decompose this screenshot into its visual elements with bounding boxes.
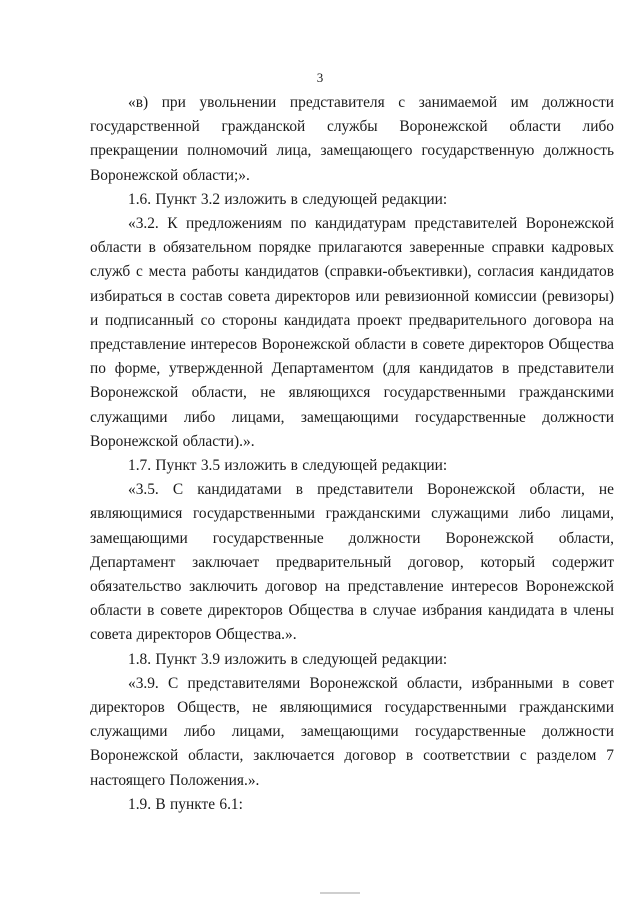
paragraph-3-2-text: «3.2. К предложениям по кандидатурам представителей Воронежской области в обязательном порядке прилагаются заверенные справки кадровых служб с места работы кандидатов (справки-объективки), согласия кандидатов избираться в состав совета директоров или ревизионной комиссии (ревизоры) и подписанный со стороны кандидата проект предварительного договора на представление интересов Воронежской области в совете директоров Общества по форме, утвержденной Департаментом (для кандидатов в представители Воронежской области, не являющихся государственными гражданскими служащими либо лицами, замещающими государственные должности Воронежской области).». (90, 215, 614, 450)
paragraph-1-8-heading: 1.8. Пункт 3.9 изложить в следующей редакции: (128, 650, 448, 668)
paragraph-3-5-text: «3.5. С кандидатами в представители Воронежской области, не являющимися государственными гражданскими служащими либо лицами, замещающими государственные должности Воронежской области, Департамент заключает предварительный договор, который содержит обязательство заключить договор на представление интересов Воронежской области в совете директоров Общества в случае избрания кандидата в члены совета директоров Общества.». (90, 481, 614, 644)
scan-edge-mark (320, 892, 360, 894)
paragraph-1-7-heading: 1.7. Пункт 3.5 изложить в следующей редакции: (128, 457, 448, 475)
paragraph-subitem-v: «в) при увольнении представителя с занимаемой им должности государственной гражданской службы Воронежской области либо прекращении полномочий лица, замещающего государственную должность Воронежской области;». (90, 94, 614, 184)
paragraph-1-9-heading: 1.9. В пункте 6.1: (128, 795, 243, 813)
page-number: 3 (316, 70, 324, 85)
paragraph-1-6-heading: 1.6. Пункт 3.2 изложить в следующей редакции: (128, 190, 448, 208)
paragraph-3-9-text: «3.9. С представителями Воронежской области, избранными в совет директоров Обществ, не являющимися государственными гражданскими служащими либо лицами, замещающими государственные должности Воронежской области, заключается договор в соответствии с разделом 7 настоящего Положения.». (90, 674, 614, 789)
document-body (90, 91, 614, 817)
